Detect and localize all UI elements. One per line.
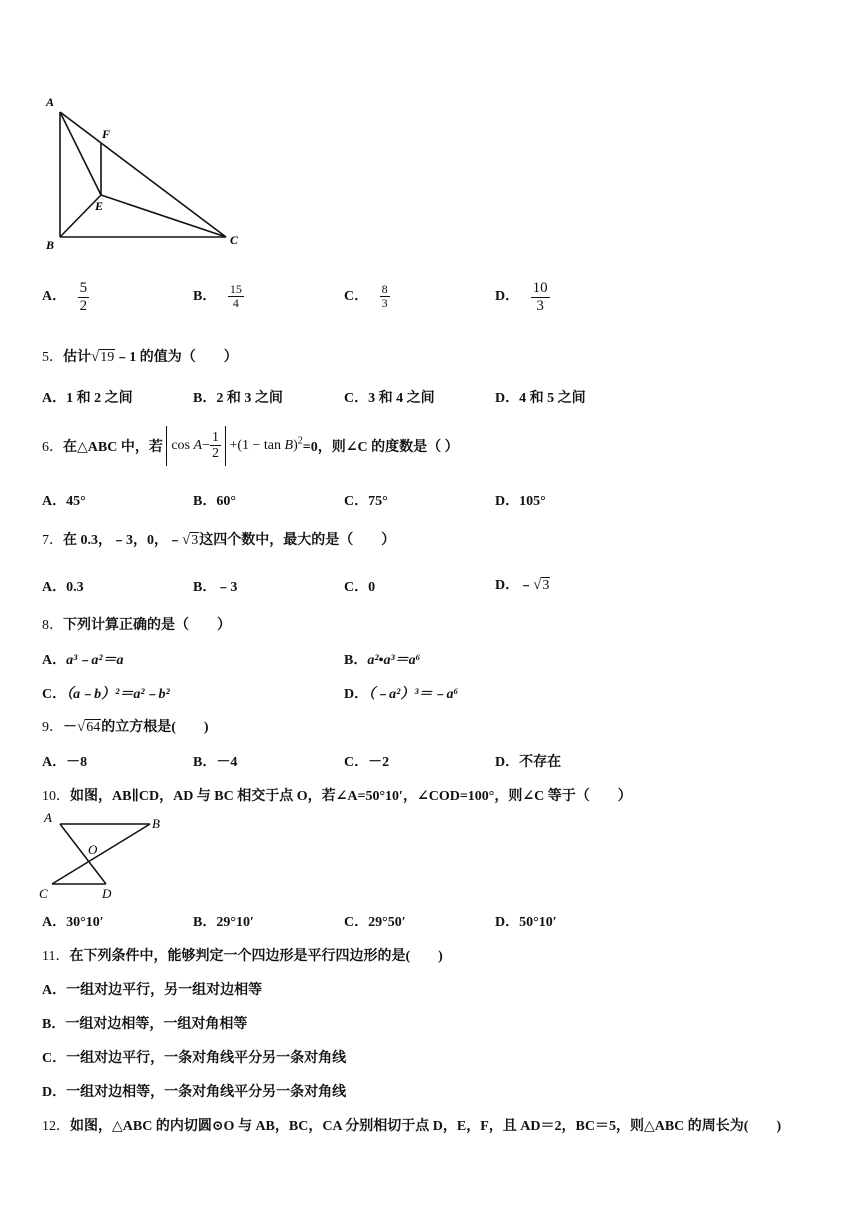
q7-option-d: D．﹣√3 (495, 577, 550, 593)
q7-option-a: A．0.3 (42, 580, 84, 595)
q11-option-a: A．一组对边平行，另一组对边相等 (42, 983, 263, 998)
q7-option-b: B．﹣3 (193, 580, 238, 595)
parallel-lines-figure (38, 808, 168, 900)
q9-option-d: D．不存在 (495, 755, 562, 770)
q4-option-c: C． $\frac{8}{3}$ (344, 282, 388, 311)
radicand: 19 (100, 350, 115, 365)
q8-option-d: D．（﹣a²）³＝﹣a⁶ (344, 687, 459, 702)
radicand: 64 (86, 720, 101, 735)
question-10: 10．如图，AB∥CD，AD 与 BC 相交于点 O，若∠A=50°10′，∠COD=100°，则∠C 等于（ ） (42, 789, 632, 804)
question-12: 12．如图，△ABC 的内切圆⊙O 与 AB，BC，CA 分别相切于点 D，E，F，且 AD＝2，BC＝5，则△ABC 的周长为( ) (42, 1119, 782, 1134)
q6-option-b: B．60° (193, 494, 236, 509)
q4-option-d: D． $\frac{10}{3}$ (495, 280, 548, 314)
question-8: 8．下列计算正确的是（ ） (42, 618, 231, 633)
q6-option-a: A．45° (42, 494, 86, 509)
abs-value-expression: cos A− $\frac{1}{2}$ (166, 426, 226, 466)
q10-option-d: D．50°10′ (495, 915, 557, 930)
q9-option-c: C．－2 (344, 755, 390, 770)
q8-option-c: C．（a﹣b）²＝a²﹣b² (42, 687, 170, 702)
q10-option-c: C．29°50′ (344, 915, 406, 930)
label-b: B (46, 238, 55, 252)
question-5: 5．估计√19﹣1 的值为（ ） (42, 349, 238, 365)
q8-option-b: B．a²•a³＝a⁶ (344, 653, 421, 668)
fraction: $\frac{10}{3}$ (532, 280, 548, 314)
q7-option-c: C．0 (344, 580, 376, 595)
label-d: D (102, 886, 112, 900)
q10-option-b: B．29°10′ (193, 915, 254, 930)
q11-option-c: C．一组对边平行，一条对角线平分另一条对角线 (42, 1051, 347, 1066)
q5-option-b: B．2 和 3 之间 (193, 391, 283, 406)
q9-option-a: A．－8 (42, 755, 88, 770)
radicand: 3 (191, 533, 199, 548)
q11-option-b: B．一组对边相等，一组对角相等 (42, 1017, 248, 1032)
label-c: C (230, 233, 239, 247)
q5-option-a: A．1 和 2 之间 (42, 391, 133, 406)
radicand: 3 (542, 578, 550, 593)
q9-option-b: B．－4 (193, 755, 238, 770)
q11-option-d: D．一组对边相等，一条对角线平分另一条对角线 (42, 1085, 347, 1100)
segment-ac (60, 112, 226, 237)
label-a: A (46, 95, 55, 109)
q6-option-d: D．105° (495, 494, 546, 509)
q5-option-d: D．4 和 5 之间 (495, 391, 586, 406)
label-o: O (88, 842, 98, 857)
label-b: B (152, 816, 160, 831)
label-c: C (39, 886, 48, 900)
fraction: $\frac{5}{2}$ (79, 280, 88, 314)
fraction: $\frac{15}{4}$ (229, 282, 242, 311)
segment-ec (101, 195, 226, 237)
label-a: A (44, 810, 52, 825)
label-e: E (95, 199, 104, 213)
fraction: $\frac{8}{3}$ (381, 282, 388, 311)
label-f: F (102, 127, 111, 141)
q6-option-c: C．75° (344, 494, 388, 509)
triangle-figure (40, 92, 250, 257)
q5-option-c: C．3 和 4 之间 (344, 391, 435, 406)
question-11: 11．在下列条件中，能够判定一个四边形是平行四边形的是( ) (42, 949, 443, 964)
question-7: 7．在 0.3，﹣3，0，﹣√3这四个数中，最大的是（ ） (42, 532, 396, 548)
q4-option-a: A． $\frac{5}{2}$ (42, 280, 88, 314)
q4-option-b: B． $\frac{15}{4}$ (193, 282, 242, 311)
question-9: 9．－√64的立方根是( ) (42, 719, 209, 735)
q10-option-a: A．30°10′ (42, 915, 104, 930)
segment-ae (60, 112, 101, 195)
question-6: 6．在△ABC 中，若 cos A− $\frac{1}{2}$ $+(1 - \tan B)^2=0$，则∠C 的度数是（ ） (42, 426, 459, 466)
q8-option-a: A．a³﹣a²＝a (42, 653, 124, 668)
